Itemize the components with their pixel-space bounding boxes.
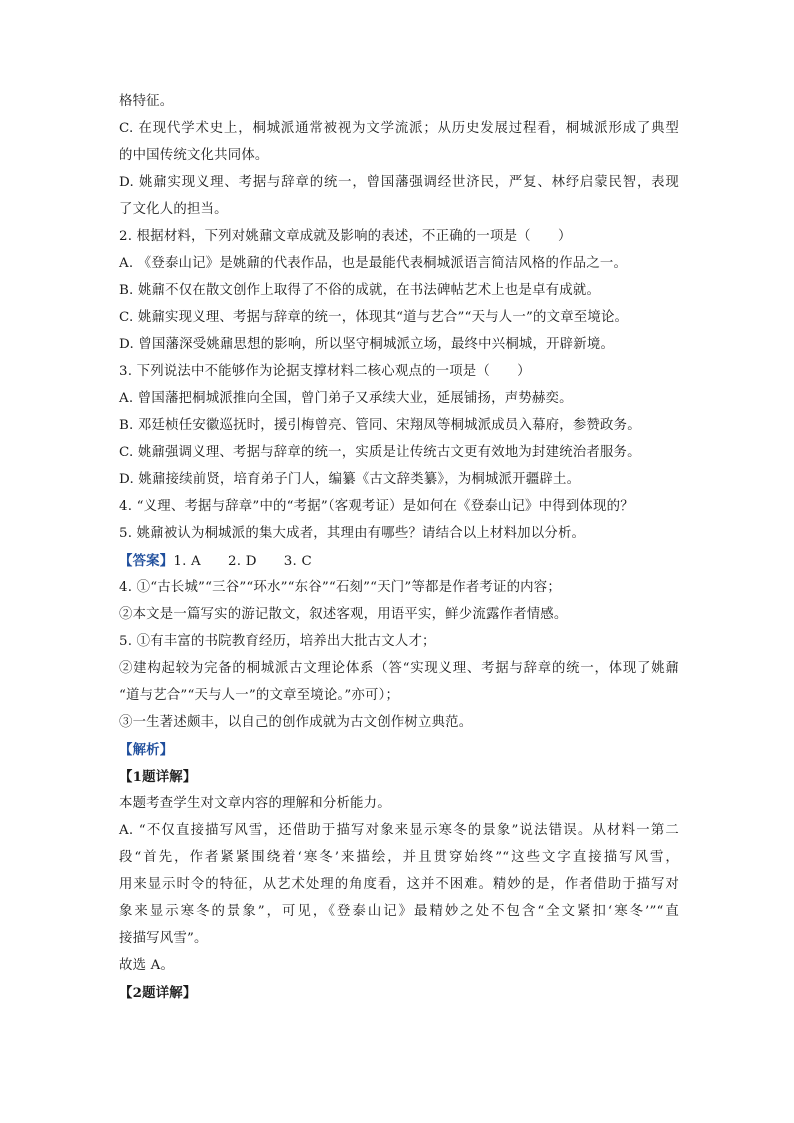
question-2-option-b: B. 姚鼐不仅在散文创作上取得了不俗的成就，在书法碑帖艺术上也是卓有成就。: [119, 283, 601, 298]
question-3-option-b: B. 邓廷桢任安徽巡抚时，援引梅曾亮、管同、宋翔凤等桐城派成员入幕府，参赞政务。: [119, 418, 641, 433]
q1-text-line: 本题考查学生对文章内容的理解和分析能力。: [119, 796, 391, 811]
q1-text-line: 象来显示寒冬的景象”，可见，《登泰山记》最精妙之处不包含“全文紧扣‘寒冬’”“直: [119, 904, 679, 919]
answer-line: [119, 552, 679, 571]
analysis-label: 【解析】: [119, 742, 174, 758]
question-5: 5. 姚鼐被认为桐城派的集大成者，其理由有哪些？请结合以上材料加以分析。: [119, 526, 586, 541]
text-line: 的中国传统文化共同体。: [119, 148, 269, 163]
text-line: 了文化人的担当。: [119, 202, 228, 217]
q1-text-line: 故选 A。: [119, 958, 175, 973]
question-2-option-c: C. 姚鼐实现义理、考据与辞章的统一，体现其“道与艺合”“天与人一”的文章至境论。: [119, 310, 629, 325]
question-4: 4. “义理、考据与辞章”中的“考据”（客观考证）是如何在《登泰山记》中得到体现的？: [119, 499, 634, 514]
question-3-option-c: C. 姚鼐强调义理、考据与辞章的统一，实质是让传统古文更有效地为封建统治者服务。: [119, 445, 641, 460]
question-3: 3. 下列说法中不能够作为论据支撑材料二核心观点的一项是（ ）: [119, 364, 531, 379]
option-d-line: D. 姚鼐实现义理、考据与辞章的统一，曾国藩强调经世济民，严复、林纾启蒙民智，表现: [119, 175, 679, 190]
q1-text-line: 用来显示时令的特征，从艺术处理的角度看，这并不困难。精妙的是，作者借助于描写对: [119, 877, 679, 892]
answer-5-line: 5. ①有丰富的书院教育经历，培养出大批古文人才；: [119, 634, 436, 649]
text-line: 格特征。: [119, 94, 174, 109]
q1-heading: 【1题详解】: [119, 769, 197, 785]
answer-4-line: ②本文是一篇写实的游记散文，叙述客观，用语平实，鲜少流露作者情感。: [119, 607, 568, 622]
question-3-option-d: D. 姚鼐接续前贤，培育弟子门人，编纂《古文辞类纂》，为桐城派开疆辟土。: [119, 472, 581, 487]
answer-5-line: ③一生著述颇丰，以自己的创作成就为古文创作树立典范。: [119, 715, 473, 730]
answer-label: 【答案】: [119, 553, 174, 569]
answer-5-line: ②建构起较为完备的桐城派古文理论体系（答“实现义理、考据与辞章的统一，体现了姚鼐: [119, 661, 679, 676]
question-3-option-a: A. 曾国藩把桐城派推向全国，曾门弟子又承续大业，延展铺扬，声势赫奕。: [119, 391, 573, 406]
answer-4-line: 4. ①“古长城”“三谷”“环水”“东谷”“石刻”“天门”等都是作者考证的内容；: [119, 580, 561, 595]
question-2: 2. 根据材料，下列对姚鼐文章成就及影响的表述，不正确的一项是（ ）: [119, 229, 572, 244]
q1-text-line: A. “不仅直接描写风雪，还借助于描写对象来显示寒冬的景象”说法错误。从材料一第二: [119, 823, 679, 838]
option-c-line: C. 在现代学术史上，桐城派通常被视为文学流派；从历史发展过程看，桐城派形成了典型: [119, 121, 679, 136]
answer-5-line: “道与艺合”“天与人一”的文章至境论。”亦可）；: [119, 688, 400, 703]
answer-text: 1. A 2. D 3. C: [173, 554, 312, 569]
q2-heading: 【2题详解】: [119, 985, 197, 1001]
question-2-option-a: A. 《登泰山记》是姚鼐的代表作品，也是最能代表桐城派语言简洁风格的作品之一。: [119, 256, 628, 271]
q1-text-line: 接描写风雪”。: [119, 931, 208, 946]
question-2-option-d: D. 曾国藩深受姚鼐思想的影响，所以坚守桐城派立场，最终中兴桐城，开辟新境。: [119, 337, 615, 352]
q1-text-line: 段“首先，作者紧紧围绕着‘寒冬’来描绘，并且贯穿始终”“这些文字直接描写风雪，: [119, 850, 679, 865]
